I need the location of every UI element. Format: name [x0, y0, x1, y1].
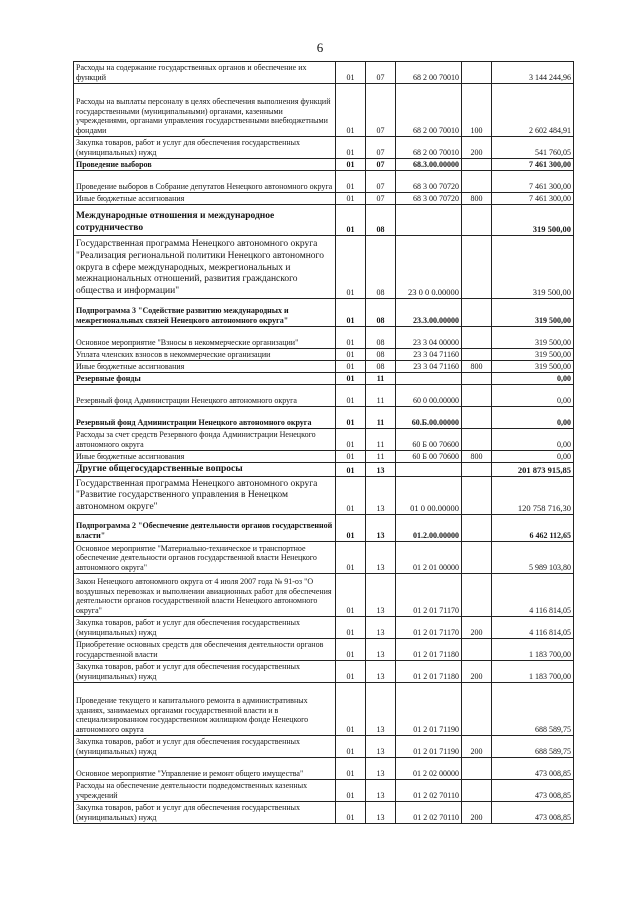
row-target-article: [396, 373, 462, 384]
table-row: [74, 159, 574, 171]
row-expense-type: [462, 542, 492, 573]
row-section-code: 01: [336, 349, 366, 360]
row-name: Государственная программа Ненецкого автономного округа "Развитие государственного управления в Ненецком автономном округе": [74, 477, 336, 514]
row-subsection-code: 11: [366, 429, 396, 450]
row-amount: 0,00: [492, 429, 574, 450]
row-section-code: 01: [336, 62, 366, 83]
row-target-article: 68 2 00 70010: [396, 84, 462, 136]
table-row: [74, 477, 574, 515]
row-amount: 6 462 112,65: [492, 515, 574, 541]
row-name: Проведение выборов: [74, 159, 336, 170]
row-subsection-code: 13: [366, 515, 396, 541]
table-row: [74, 373, 574, 385]
table-row: [74, 780, 574, 802]
row-subsection-code: 13: [366, 736, 396, 757]
row-amount: 0,00: [492, 407, 574, 428]
table-row: [74, 299, 574, 327]
row-name: Иные бюджетные ассигнования: [74, 451, 336, 462]
row-section-code: 01: [336, 515, 366, 541]
row-expense-type: [462, 639, 492, 660]
table-row: [74, 407, 574, 429]
table-row: [74, 205, 574, 236]
row-section-code: 01: [336, 661, 366, 682]
row-name: Расходы на выплаты персоналу в целях обеспечения выполнения функций государственными (муниципальными) органами, казенными учреждениями, органами управления государственными внебюджетными фондами: [74, 84, 336, 136]
row-target-article: 68 2 00 70010: [396, 137, 462, 158]
table-row: [74, 385, 574, 407]
row-amount: 0,00: [492, 451, 574, 462]
row-section-code: 01: [336, 639, 366, 660]
row-subsection-code: 11: [366, 451, 396, 462]
row-target-article: 01 0 00.00000: [396, 477, 462, 514]
table-row: [74, 327, 574, 349]
row-section-code: 01: [336, 736, 366, 757]
row-expense-type: [462, 683, 492, 735]
row-subsection-code: 13: [366, 477, 396, 514]
row-section-code: 01: [336, 236, 366, 298]
table-row: [74, 617, 574, 639]
row-section-code: 01: [336, 327, 366, 348]
row-section-code: 01: [336, 361, 366, 372]
table-row: [74, 451, 574, 463]
row-subsection-code: 13: [366, 542, 396, 573]
row-target-article: 01 2 02 70110: [396, 802, 462, 823]
row-name: Подпрограмма 3 "Содействие развитию международных и межрегиональных связей Ненецкого автономного округа": [74, 299, 336, 326]
row-target-article: 60 0 00.00000: [396, 385, 462, 406]
row-subsection-code: 08: [366, 236, 396, 298]
row-expense-type: [462, 205, 492, 235]
row-subsection-code: 07: [366, 193, 396, 204]
row-expense-type: [462, 159, 492, 170]
row-expense-type: 200: [462, 736, 492, 757]
row-name: Уплата членских взносов в некоммерческие организации: [74, 349, 336, 360]
row-name: Основное мероприятие "Материально-техническое и транспортное обеспечение деятельности органов государственной власти Ненецкого автономного округа": [74, 542, 336, 573]
row-name: Закупка товаров, работ и услуг для обеспечения государственных (муниципальных) нужд: [74, 137, 336, 158]
row-name: Закупка товаров, работ и услуг для обеспечения государственных (муниципальных) нужд: [74, 802, 336, 823]
row-section-code: 01: [336, 205, 366, 235]
row-expense-type: 200: [462, 661, 492, 682]
row-amount: 319 500,00: [492, 299, 574, 326]
row-expense-type: 100: [462, 84, 492, 136]
row-target-article: 68.3.00.00000: [396, 159, 462, 170]
row-amount: 319 500,00: [492, 361, 574, 372]
row-expense-type: [462, 574, 492, 616]
row-expense-type: 200: [462, 802, 492, 823]
row-amount: 688 589,75: [492, 736, 574, 757]
row-amount: 201 873 915,85: [492, 463, 574, 476]
row-amount: 4 116 814,05: [492, 574, 574, 616]
row-amount: 7 461 300,00: [492, 193, 574, 204]
row-section-code: 01: [336, 429, 366, 450]
row-name: Закон Ненецкого автономного округа от 4 июля 2007 года № 91-оз "О воздушных перевозках и выполнении авиационных работ для обеспечения деятельности органов государственной власти Ненецкого автономного округа": [74, 574, 336, 616]
row-amount: 688 589,75: [492, 683, 574, 735]
table-row: [74, 639, 574, 661]
row-target-article: 60 Б 00 70600: [396, 429, 462, 450]
row-target-article: 01 2 01 71170: [396, 574, 462, 616]
table-row: [74, 463, 574, 477]
row-amount: 319 500,00: [492, 327, 574, 348]
row-amount: 319 500,00: [492, 349, 574, 360]
row-expense-type: [462, 477, 492, 514]
row-target-article: 01 2 01 71190: [396, 683, 462, 735]
table-row: [74, 84, 574, 137]
row-target-article: [396, 463, 462, 476]
row-subsection-code: 11: [366, 373, 396, 384]
row-subsection-code: 13: [366, 617, 396, 638]
row-amount: 1 183 700,00: [492, 639, 574, 660]
row-name: Приобретение основных средств для обеспечения деятельности органов государственной власти: [74, 639, 336, 660]
row-name: Проведение текущего и капитального ремонта в административных зданиях, занимаемых органами государственной власти и в специализированном государственном жилищном фонде Ненецкого автономного округа: [74, 683, 336, 735]
row-target-article: [396, 205, 462, 235]
row-target-article: 01 2 01 00000: [396, 542, 462, 573]
row-subsection-code: 13: [366, 758, 396, 779]
row-subsection-code: 13: [366, 802, 396, 823]
row-amount: 541 760,05: [492, 137, 574, 158]
table-row: [74, 429, 574, 451]
row-name: Резервный фонд Администрации Ненецкого автономного округа: [74, 407, 336, 428]
row-expense-type: [462, 349, 492, 360]
row-subsection-code: 08: [366, 349, 396, 360]
row-name: Другие общегосударственные вопросы: [74, 463, 336, 476]
row-expense-type: 800: [462, 193, 492, 204]
row-subsection-code: 11: [366, 385, 396, 406]
row-section-code: 01: [336, 373, 366, 384]
row-name: Резервный фонд Администрации Ненецкого автономного округа: [74, 385, 336, 406]
row-target-article: 01 2 01 71190: [396, 736, 462, 757]
row-name: Закупка товаров, работ и услуг для обеспечения государственных (муниципальных) нужд: [74, 736, 336, 757]
row-expense-type: [462, 171, 492, 192]
row-subsection-code: 13: [366, 683, 396, 735]
row-expense-type: [462, 463, 492, 476]
row-name: Основное мероприятие "Управление и ремонт общего имущества": [74, 758, 336, 779]
row-expense-type: [462, 236, 492, 298]
row-target-article: 01 2 01 71180: [396, 639, 462, 660]
row-expense-type: [462, 327, 492, 348]
row-subsection-code: 08: [366, 327, 396, 348]
row-expense-type: [462, 515, 492, 541]
row-name: Закупка товаров, работ и услуг для обеспечения государственных (муниципальных) нужд: [74, 661, 336, 682]
row-section-code: 01: [336, 407, 366, 428]
row-subsection-code: 13: [366, 661, 396, 682]
row-target-article: 60.Б.00.00000: [396, 407, 462, 428]
row-subsection-code: 13: [366, 463, 396, 476]
row-subsection-code: 08: [366, 299, 396, 326]
row-subsection-code: 07: [366, 84, 396, 136]
row-section-code: 01: [336, 758, 366, 779]
row-expense-type: [462, 373, 492, 384]
row-name: Расходы на обеспечение деятельности подведомственных казенных учреждений: [74, 780, 336, 801]
row-name: Проведение выборов в Собрание депутатов Ненецкого автономного округа: [74, 171, 336, 192]
row-section-code: 01: [336, 477, 366, 514]
row-target-article: 01 2 01 71170: [396, 617, 462, 638]
row-amount: 473 008,85: [492, 780, 574, 801]
row-name: Иные бюджетные ассигнования: [74, 361, 336, 372]
row-section-code: 01: [336, 385, 366, 406]
row-name: Основное мероприятие "Взносы в некоммерческие организации": [74, 327, 336, 348]
row-section-code: 01: [336, 542, 366, 573]
table-row: [74, 736, 574, 758]
table-row: [74, 137, 574, 159]
table-row: [74, 758, 574, 780]
row-target-article: 01 2 01 71180: [396, 661, 462, 682]
row-name: Расходы за счет средств Резервного фонда Администрации Ненецкого автономного округа: [74, 429, 336, 450]
row-target-article: 01 2 02 00000: [396, 758, 462, 779]
row-subsection-code: 07: [366, 171, 396, 192]
row-target-article: 23 3 04 71160: [396, 349, 462, 360]
row-amount: 120 758 716,30: [492, 477, 574, 514]
row-subsection-code: 08: [366, 205, 396, 235]
table-row: [74, 361, 574, 373]
row-subsection-code: 13: [366, 574, 396, 616]
row-target-article: 68 3 00 70720: [396, 171, 462, 192]
table-row: [74, 661, 574, 683]
row-name: Государственная программа Ненецкого автономного округа "Реализация региональной политики Ненецкого автономного округа в сфере международных, межрегиональных и межнациональных отношений, развития гражданского общества и информации": [74, 236, 336, 298]
row-subsection-code: 08: [366, 361, 396, 372]
row-section-code: 01: [336, 451, 366, 462]
row-amount: 319 500,00: [492, 236, 574, 298]
row-target-article: 68 3 00 70720: [396, 193, 462, 204]
row-amount: 0,00: [492, 373, 574, 384]
row-target-article: 23 3 04 00000: [396, 327, 462, 348]
row-section-code: 01: [336, 84, 366, 136]
row-name: Закупка товаров, работ и услуг для обеспечения государственных (муниципальных) нужд: [74, 617, 336, 638]
row-section-code: 01: [336, 683, 366, 735]
row-amount: 319 500,00: [492, 205, 574, 235]
row-name: Резервные фонды: [74, 373, 336, 384]
row-amount: 3 144 244,96: [492, 62, 574, 83]
row-amount: 473 008,85: [492, 758, 574, 779]
row-expense-type: 800: [462, 451, 492, 462]
row-expense-type: 800: [462, 361, 492, 372]
row-expense-type: [462, 407, 492, 428]
row-target-article: 23.3.00.00000: [396, 299, 462, 326]
table-row: [74, 349, 574, 361]
row-section-code: 01: [336, 574, 366, 616]
row-subsection-code: 13: [366, 639, 396, 660]
row-section-code: 01: [336, 617, 366, 638]
table-row: [74, 193, 574, 205]
row-name: Расходы на содержание государственных органов и обеспечение их функций: [74, 62, 336, 83]
row-section-code: 01: [336, 159, 366, 170]
row-subsection-code: 07: [366, 62, 396, 83]
row-expense-type: [462, 62, 492, 83]
row-amount: 2 602 484,91: [492, 84, 574, 136]
row-amount: 473 008,85: [492, 802, 574, 823]
row-amount: 7 461 300,00: [492, 171, 574, 192]
row-target-article: 23 3 04 71160: [396, 361, 462, 372]
row-subsection-code: 07: [366, 159, 396, 170]
row-section-code: 01: [336, 193, 366, 204]
table-row: [74, 236, 574, 299]
row-amount: 4 116 814,05: [492, 617, 574, 638]
row-target-article: 23 0 0 0.00000: [396, 236, 462, 298]
row-target-article: 68 2 00 70010: [396, 62, 462, 83]
row-section-code: 01: [336, 137, 366, 158]
page-number: 6: [316, 40, 324, 55]
row-amount: 7 461 300,00: [492, 159, 574, 170]
row-section-code: 01: [336, 171, 366, 192]
row-name: Международные отношения и международное сотрудничество: [74, 205, 336, 235]
row-expense-type: [462, 780, 492, 801]
row-target-article: 01.2.00.00000: [396, 515, 462, 541]
row-target-article: 60 Б 00 70600: [396, 451, 462, 462]
row-expense-type: [462, 758, 492, 779]
row-target-article: 01 2 02 70110: [396, 780, 462, 801]
row-name: Иные бюджетные ассигнования: [74, 193, 336, 204]
row-section-code: 01: [336, 802, 366, 823]
row-expense-type: 200: [462, 137, 492, 158]
row-expense-type: [462, 299, 492, 326]
row-section-code: 01: [336, 463, 366, 476]
row-subsection-code: 07: [366, 137, 396, 158]
budget-table: [73, 61, 574, 824]
table-row: [74, 542, 574, 574]
row-expense-type: [462, 429, 492, 450]
row-expense-type: [462, 385, 492, 406]
row-section-code: 01: [336, 299, 366, 326]
row-expense-type: 200: [462, 617, 492, 638]
row-amount: 5 989 103,80: [492, 542, 574, 573]
row-amount: 0,00: [492, 385, 574, 406]
table-row: [74, 62, 574, 84]
table-row: [74, 171, 574, 193]
row-section-code: 01: [336, 780, 366, 801]
table-row: [74, 802, 574, 824]
table-row: [74, 515, 574, 542]
table-row: [74, 574, 574, 617]
row-subsection-code: 11: [366, 407, 396, 428]
row-name: Подпрограмма 2 "Обеспечение деятельности органов государственной власти": [74, 515, 336, 541]
table-row: [74, 683, 574, 736]
row-amount: 1 183 700,00: [492, 661, 574, 682]
row-subsection-code: 13: [366, 780, 396, 801]
